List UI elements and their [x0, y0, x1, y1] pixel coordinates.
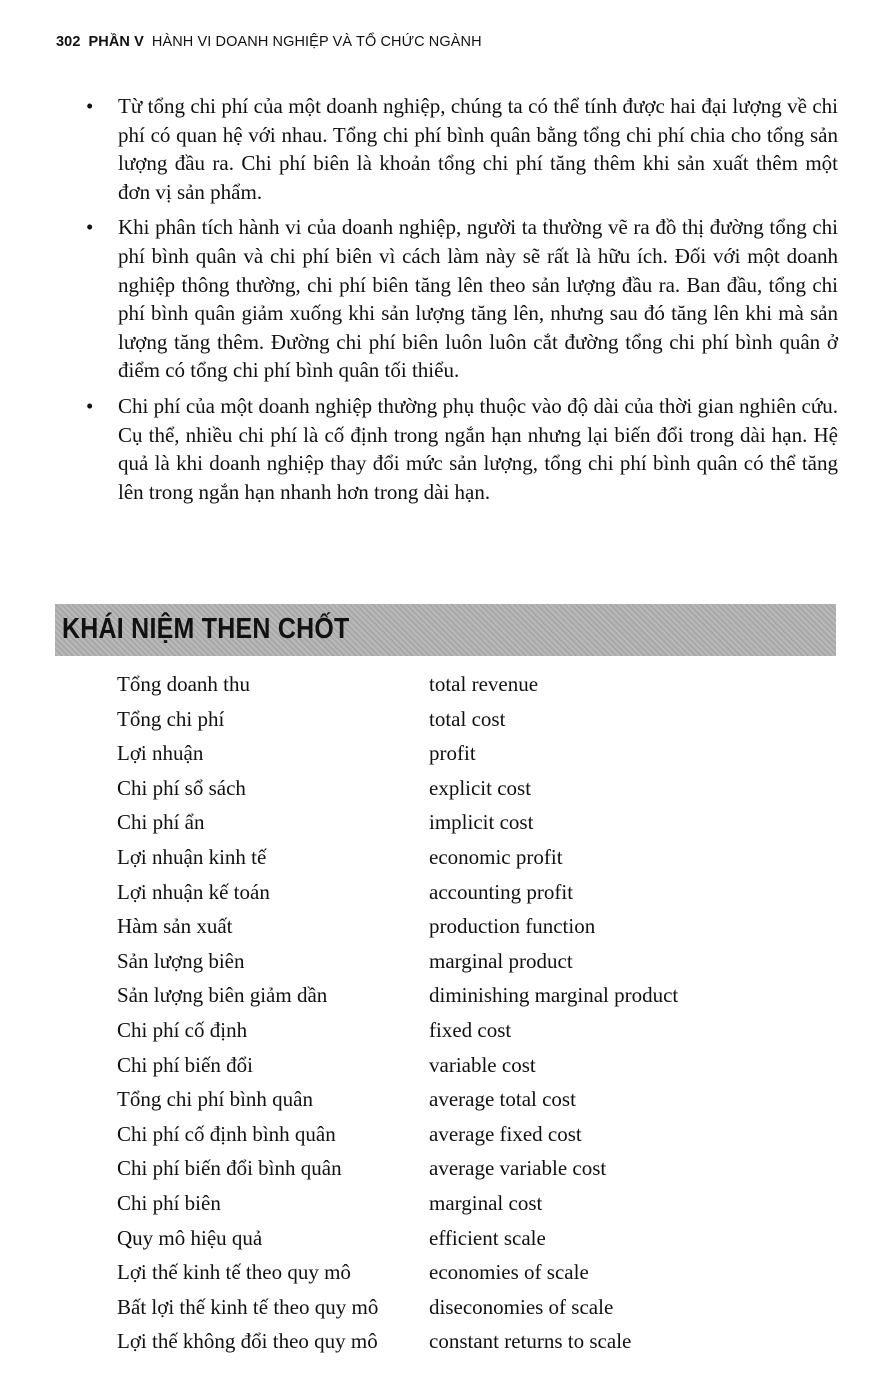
- term-english: efficient scale: [429, 1225, 546, 1250]
- term-vietnamese: Chi phí biến đổi: [117, 1052, 253, 1077]
- term-vietnamese: Lợi thế kinh tế theo quy mô: [117, 1260, 351, 1285]
- term-english: profit: [429, 741, 476, 766]
- term-vietnamese: Chi phí cố định bình quân: [117, 1121, 336, 1146]
- term-english: implicit cost: [429, 810, 534, 835]
- summary-text: Từ tổng chi phí của một doanh nghiệp, chúng ta có thể tính được hai đại lượng về chi phí có quan hệ với nhau. Tổng chi phí bình quân bằng tổng chi phí chia cho tổng sản lượng đầu ra. Chi phí biên là khoản tổng chi phí tăng thêm khi sản xuất thêm một đơn vị sản phẩm.: [118, 94, 838, 204]
- bullet-icon: •: [86, 215, 94, 240]
- term-vietnamese: Lợi thế không đổi theo quy mô: [117, 1329, 378, 1354]
- term-english: diseconomies of scale: [429, 1294, 614, 1319]
- term-english: fixed cost: [429, 1017, 512, 1042]
- term-vietnamese: Lợi nhuận: [117, 741, 204, 766]
- term-english: average fixed cost: [429, 1121, 582, 1146]
- summary-text: Khi phân tích hành vi của doanh nghiệp, người ta thường vẽ ra đồ thị đường tổng chi phí bình quân và chi phí biên vì cách làm này sẽ rất là hữu ích. Đối với một doanh nghiệp thông thường, chi phí biên tăng lên theo sản lượng đầu ra. Ban đầu, tổng chi phí bình quân giảm xuống khi sản lượng tăng lên, nhưng sau đó tăng lên khi mà sản lượng tăng thêm. Đường chi phí biên luôn luôn cắt đường tổng chi phí bình quân ở điểm có tổng chi phí bình quân tối thiểu.: [118, 215, 838, 383]
- term-english: constant returns to scale: [429, 1329, 632, 1354]
- bullet-icon: •: [86, 94, 94, 118]
- term-english: marginal product: [429, 948, 573, 973]
- summary-list: [86, 92, 838, 513]
- term-english: total cost: [429, 706, 506, 731]
- term-vietnamese: Sản lượng biên: [117, 948, 245, 973]
- term-vietnamese: Bất lợi thế kinh tế theo quy mô: [117, 1294, 379, 1319]
- term-vietnamese: Lợi nhuận kế toán: [117, 879, 270, 904]
- summary-text: Chi phí của một doanh nghiệp thường phụ thuộc vào độ dài của thời gian nghiên cứu. Cụ thể, nhiều chi phí là cố định trong ngắn hạn nhưng lại biến đổi trong dài hạn. Hệ quả là khi doanh nghiệp thay đổi mức sản lượng, tổng chi phí bình quân có thể tăng lên trong ngắn hạn nhanh hơn trong dài hạn.: [118, 393, 838, 504]
- term-english: diminishing marginal product: [429, 983, 679, 1008]
- term-vietnamese: Hàm sản xuất: [117, 914, 233, 939]
- bullet-icon: •: [86, 393, 94, 418]
- summary-item: [86, 213, 838, 385]
- term-english: average total cost: [429, 1087, 576, 1112]
- term-vietnamese: Chi phí cố định: [117, 1017, 248, 1042]
- term-english: marginal cost: [429, 1190, 543, 1215]
- term-vietnamese: Tổng doanh thu: [117, 672, 250, 696]
- part-label: PHẦN V: [88, 34, 144, 50]
- summary-item: [86, 392, 838, 506]
- term-vietnamese: Lợi nhuận kinh tế: [117, 844, 267, 869]
- term-english: economic profit: [429, 844, 563, 869]
- part-title: HÀNH VI DOANH NGHIỆP VÀ TỔ CHỨC NGÀNH: [151, 34, 482, 50]
- term-english: accounting profit: [429, 879, 574, 904]
- term-vietnamese: Chi phí sổ sách: [117, 775, 246, 800]
- term-vietnamese: Tổng chi phí bình quân: [117, 1087, 313, 1112]
- term-vietnamese: Quy mô hiệu quả: [117, 1225, 263, 1250]
- term-vietnamese: Chi phí biên: [117, 1190, 221, 1215]
- term-vietnamese: Chi phí ẩn: [117, 810, 205, 835]
- page-number: 302: [56, 34, 81, 50]
- term-english: average variable cost: [429, 1156, 607, 1181]
- term-english: production function: [429, 914, 596, 939]
- term-vietnamese: Sản lượng biên giảm dần: [117, 983, 328, 1008]
- term-english: economies of scale: [429, 1260, 589, 1285]
- term-english: total revenue: [429, 672, 539, 696]
- term-english: explicit cost: [429, 775, 532, 800]
- summary-item: [86, 92, 838, 206]
- section-banner: [55, 604, 836, 656]
- running-header: [56, 34, 482, 50]
- term-vietnamese: Tổng chi phí: [117, 706, 225, 731]
- term-english: variable cost: [429, 1052, 536, 1077]
- section-title: KHÁI NIỆM THEN CHỐT: [62, 613, 350, 645]
- term-vietnamese: Chi phí biến đổi bình quân: [117, 1156, 342, 1181]
